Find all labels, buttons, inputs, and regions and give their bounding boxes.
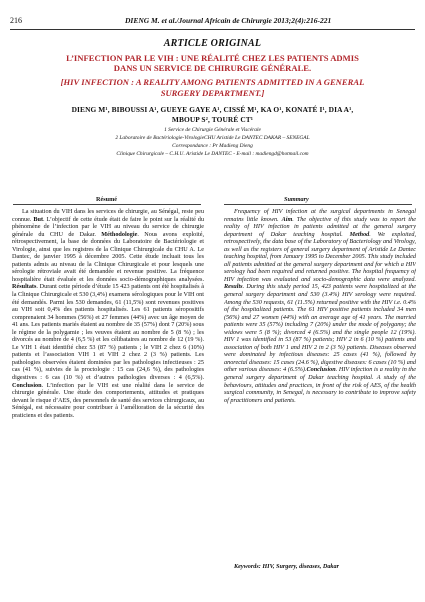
resume-conclusion: . L’infection par le VIH est une réalité dans le service de chirurgie générale. Une étude des comportements, attitudes et pratiques devant le risque d’AES, des personnels de santé des services chirurgicaux, au Sénégal, est nécessaire pour contribuer à l’amélioration de la sécurité des praticiens et des patients. [12, 381, 204, 419]
summary-results: . During this study period 15, 423 patients were hospitalized at the general surgery department and 530 (3.4%) HIV serology were required. Among the 530 requests, 61 (11.5%) returned positive with the HIV i.e. 0.4% of the hospitalized patients. The 61 HIV positive patients included 34 men (56%) and 27 women (44%) with an average age of 41 years. The married patients were 35 (57%) including 7 (20%) under the mode of polygamy; the widows were 5 (8 %); divorced 4 (6.5%) and the single people 12 (19%). HIV 1 was identified in 53 (87 %) patients; HIV 2 in 6 (10 %) patients and association of both HIV 1 and HIV 2 in 2 (3 %) patients. Diseases observed were dominated by infectious diseases: 25 cases (41 %), followed by anorectal diseases: 15 cases (24.6 %), digestive diseases: 6 cases (10 %) and other various diseases: 4 (6.5%). [224, 283, 416, 374]
summary-heading: Summary [284, 196, 309, 203]
correspondence-address: Clinique Chirurgicale – C.H.U. Aristide Le DANTEC - E-mail : madiengd@hotmail.com [116, 151, 309, 157]
resume-intro: La situation du VIH dans les services de chirurgie, au Sénégal, reste peu connue. [12, 208, 204, 223]
title-english-line: SURGERY DEPARTMENT.] [160, 88, 265, 98]
resume-methods: . Nous avons exploité, rétrospectivement, la base de données du Laboratoire de Bactériologie et Virologie, ainsi que les registres de la Clinique Chirurgicale du CHU A. Le Dantec, de janvier 1995 à décembre 2005. Cette étude incluait tous les patients admis au niveau de la Clinique Chirurgicale et pour lesquels une sérologie rétroviale avait été demandée et revenue positive. La fréquence hospitalière était évaluée et les données socio-démographiques analysées. [12, 230, 204, 283]
summary-paragraph [224, 208, 416, 404]
summary-body [224, 208, 416, 568]
summary-conclusion: . HIV infection is a reality in the general surgery department of Dakar teaching hospital. A study of the behaviours, attitudes and practices, in front of the risk of AES, of the health surgical community, in Senegal, is necessary to contribute to improve safety of practitioners and patients. [224, 366, 416, 404]
running-head: DIENG M. et al./Journal Africain de Chirurgie 2013;2(4):216-221 [125, 16, 332, 25]
affiliation-laboratory: 2 Laboratoire de Bactériologie-VirologieCHU Aristide Le DANTEC DAKAR – SENEGAL [115, 135, 310, 141]
header-rule [10, 29, 415, 30]
author-list [40, 105, 385, 125]
summary-label-aim: Aim [281, 215, 293, 223]
resume-heading: Résumé [96, 196, 117, 203]
resume-results: . Durant cette période d’étude 15 423 patients ont été hospitalisés à la Clinique Chirurgicale et 530 (3,4%) examens sérologiques pour le VIH ont été demandés. Parmi les 530 demandes, 61 (11,5%) sont revenues positives au VIH soit 0,4% des patients hospitalisés. Les 61 patients séropositifs comprenaient 34 hommes (56%) et 27 femmes (44%) avec un âge moyen de 41 ans. Les patients mariés étaient au nombre de 35 (57%) dont 7 (20%) sous le régime de la polygamie ; les veuves étaient au nombre de 5 (8 %) ; les divorcés au nombre de 4 (6,5 %) et les célibataires au nombre de 12 (19 %). Le VIH 1 était identifié chez 53 (87 %) patients ; le VIH 2 chez 6 (10%) patients et l’association VIH 1 et VIH 2 chez 2 (3 %) patients. Les pathologies observées étaient dominées par les pathologies infectieuses : 25 cas (41 %), suivies de la proctologie : 15 cas (24,6 %), des pathologies digestives : 6 cas (10 %) et d’autres pathologies diverses : 4 (6,5%). [12, 283, 204, 382]
summary-rule [224, 204, 412, 205]
title-french [20, 53, 405, 73]
summary-objective: . The objective of this study was to report the reality of HIV infection in patients admitted at the general surgery department of Dakar teaching hospital. [224, 215, 416, 238]
page-header [10, 16, 415, 28]
title-english-line: [HIV INFECTION : A REALITY AMONG PATIENTS ADMITTED IN A GENERAL [60, 77, 365, 87]
page-number: 216 [10, 16, 22, 25]
summary-label-conclusion: Conclusion [306, 366, 336, 374]
keywords: Keywords: HIV, Surgery, diseases, Dakar [234, 563, 340, 570]
summary-intro: Frequency of HIV infection at the surgical departments in Senegal remains little known. [224, 208, 416, 223]
summary-methods: . We exploited, retrospectively, the data base of the Laboratory of Bacteriology and Virology, as well as the registers of general surgery department of Aristide Le Dantec teaching hospital, from January 1995 to December 2005. This study included all patients admitted at the general surgery department and for which a HIV serology had been required and returned positive. The hospital frequency of HIV infection was evaluated and socio-demographic data were analyzed. [224, 230, 416, 283]
affiliation-surgery: 1 Service de Chirurgie Générale et Viscérale [164, 127, 261, 133]
title-french-line: L’INFECTION PAR LE VIH : UNE RÉALITÉ CHEZ LES PATIENTS ADMIS [66, 53, 359, 63]
article-category: ARTICLE ORIGINAL [163, 38, 262, 49]
resume-paragraph [12, 208, 204, 419]
resume-label-resultats: Résultats [12, 283, 37, 291]
summary-label-method: Method [349, 230, 370, 238]
resume-label-conclusion: Conclusion [12, 381, 42, 389]
author-line: MBOUP S², TOURÉ CT¹ [171, 115, 254, 124]
author-line: DIENG M¹, BIBOUSSI A¹, GUEYE GAYE A¹, CISSÉ M¹, KA O¹, KONATÉ I¹, DIA A¹, [71, 105, 354, 114]
correspondence: Correspondance : Pr Madieng Dieng [172, 143, 253, 149]
resume-label-but: But [33, 215, 44, 223]
resume-rule [13, 204, 201, 205]
resume-label-methodologie: Méthodologie [101, 230, 138, 238]
resume-objective: . L’objectif de cette étude était de faire le point sur la réalité du phénomène de l’infection par le VIH au niveau du service de chirurgie générale du CHU de Dakar. [12, 215, 204, 238]
title-english [18, 77, 407, 99]
title-french-line: DANS UN SERVICE DE CHIRURGIE GÉNÉRALE. [113, 63, 312, 73]
resume-body [12, 208, 204, 568]
summary-label-results: Results [224, 283, 243, 291]
